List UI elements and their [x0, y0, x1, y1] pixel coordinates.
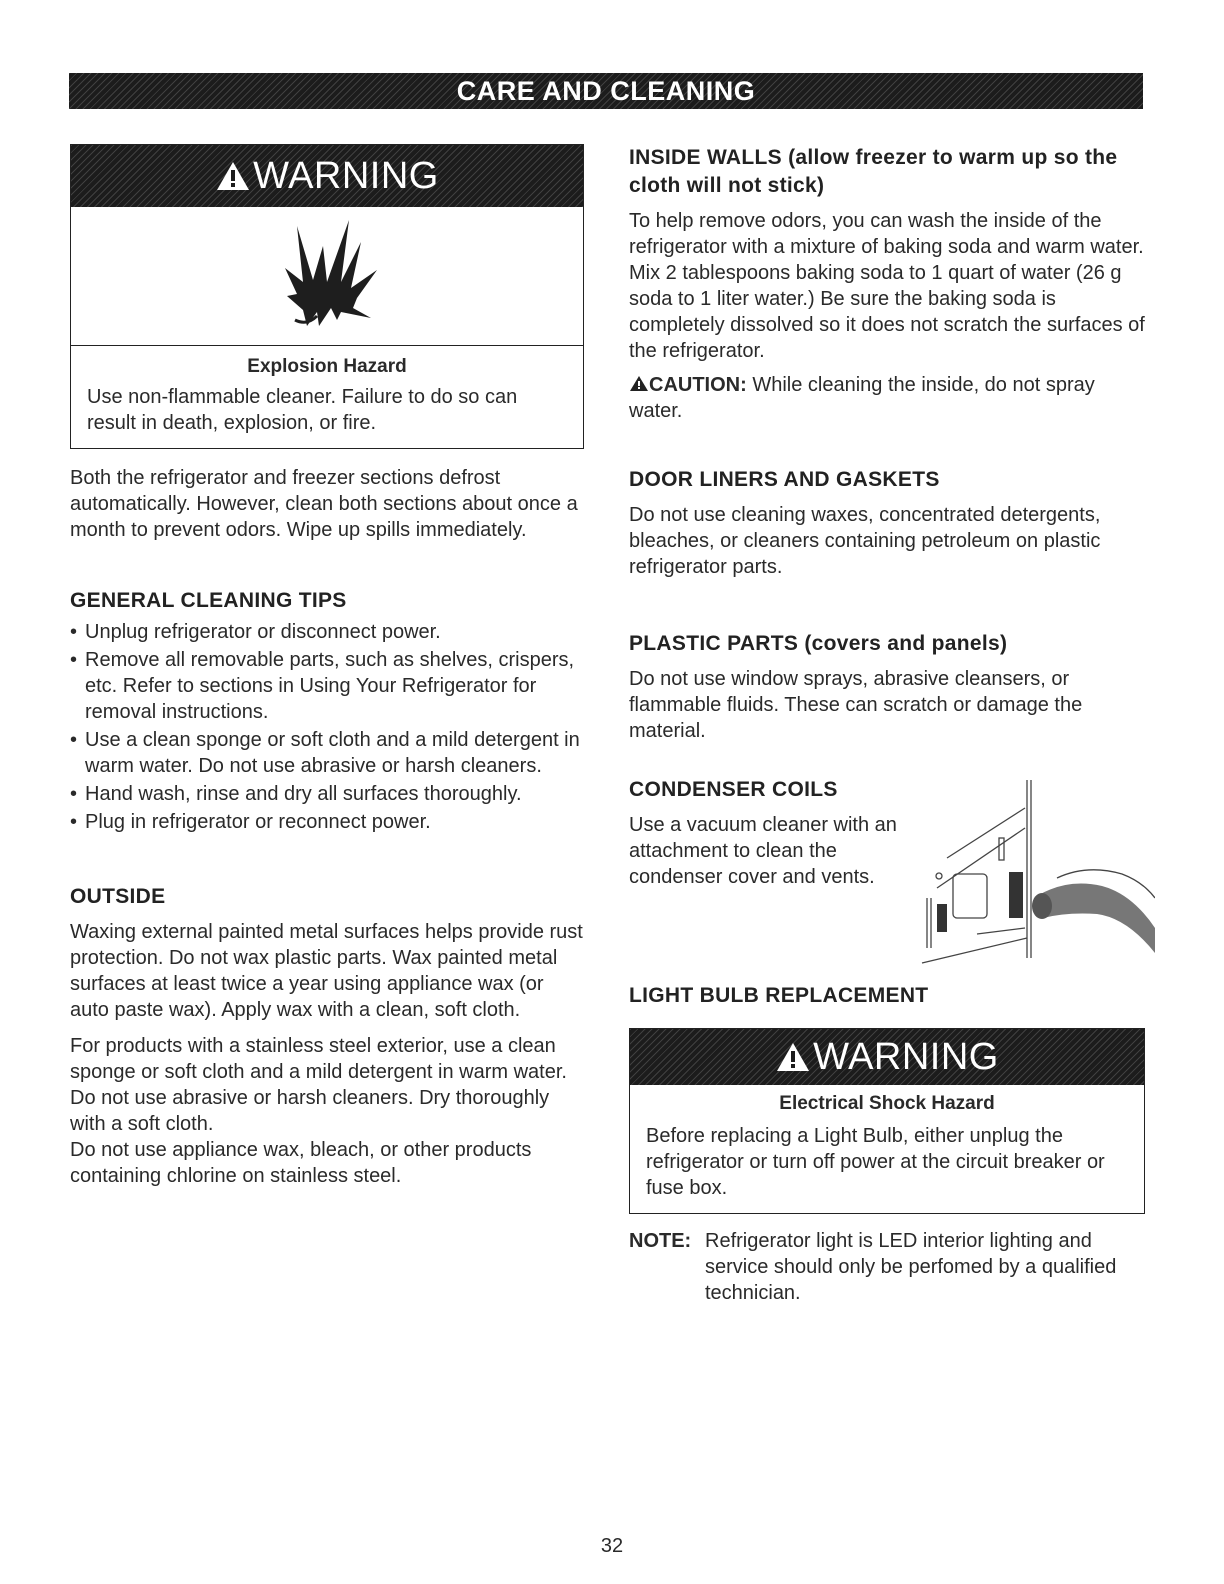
caution-triangle-icon	[629, 375, 649, 392]
list-item: • Remove all removable parts, such as shelves, crispers, etc. Refer to sections in Using Your Refrigerator for removal instructions.	[70, 647, 584, 725]
list-item: • Hand wash, rinse and dry all surfaces thoroughly.	[70, 781, 584, 807]
warning-triangle-icon	[775, 1041, 811, 1073]
warning-header	[71, 145, 583, 207]
banner-title: CARE AND CLEANING	[456, 75, 756, 106]
condenser-coils-heading: CONDENSER COILS	[629, 778, 838, 801]
outside-heading: OUTSIDE	[70, 885, 166, 908]
hazard-label: Explosion Hazard	[247, 356, 407, 377]
note-label: NOTE:	[629, 1230, 692, 1252]
outside-paragraph-3: Do not use appliance wax, bleach, or other products containing chlorine on stainless steel.	[70, 1139, 532, 1187]
door-liners-paragraph: Do not use cleaning waxes, concentrated detergents, bleaches, or cleaners containing petroleum on plastic refrigerator parts.	[629, 504, 1101, 578]
warning-triangle-icon	[215, 160, 251, 192]
explosion-image	[71, 207, 583, 346]
intro-paragraph: Both the refrigerator and freezer sections defrost automatically. However, clean both sections about once a month to prevent odors. Wipe up spills immediately.	[70, 467, 578, 541]
warning-title: WARNING	[813, 1035, 999, 1078]
vacuum-cleaning-illustration	[917, 778, 1155, 968]
page-number: 32	[600, 1535, 624, 1557]
caution-text: While cleaning the inside, do not spray water.	[629, 374, 1095, 422]
inside-walls-heading: INSIDE WALLS (allow freezer to warm up so the cloth will not stick)	[629, 146, 1118, 197]
plastic-parts-heading: PLASTIC PARTS (covers and panels)	[629, 632, 1008, 655]
plastic-parts-paragraph: Do not use window sprays, abrasive cleansers, or flammable fluids. These can scratch or damage the material.	[629, 668, 1083, 742]
note-text: Refrigerator light is LED interior lighting and service should only be perfomed by a qualified technician.	[705, 1230, 1117, 1304]
hazard-label: Electrical Shock Hazard	[779, 1093, 995, 1114]
outside-paragraph-2: For products with a stainless steel exterior, use a clean sponge or soft cloth and a mild detergent in warm water. Do not use abrasive or harsh cleaners. Dry thoroughly with a soft cloth.	[70, 1035, 567, 1135]
warning-text: Use non-flammable cleaner. Failure to do so can result in death, explosion, or fire.	[87, 386, 518, 434]
light-bulb-heading: LIGHT BULB REPLACEMENT	[629, 984, 929, 1007]
list-item: • Plug in refrigerator or reconnect power.	[70, 809, 584, 835]
electrical-warning-box	[629, 1028, 1145, 1214]
section-banner	[69, 73, 1143, 109]
explosion-warning-box	[70, 144, 584, 449]
door-liners-heading: DOOR LINERS AND GASKETS	[629, 468, 940, 491]
condenser-coils-paragraph: Use a vacuum cleaner with an attachment to clean the condenser cover and vents.	[629, 814, 897, 888]
right-column	[629, 144, 1145, 1306]
condenser-section	[629, 778, 1145, 968]
warning-text: Before replacing a Light Bulb, either unplug the refrigerator or turn off power at the circuit breaker or fuse box.	[646, 1125, 1105, 1199]
general-cleaning-list	[70, 619, 584, 835]
outside-paragraph-1: Waxing external painted metal surfaces helps provide rust protection. Do not wax plastic parts. Wax painted metal surfaces at least twice a year using appliance wax (or auto paste wax). Apply wax with a clean, soft cloth.	[70, 921, 583, 1021]
list-item: • Use a clean sponge or soft cloth and a mild detergent in warm water. Do not use abrasive or harsh cleaners.	[70, 727, 584, 779]
warning-title: WARNING	[253, 154, 439, 197]
caution-label: CAUTION:	[649, 374, 747, 396]
note	[629, 1228, 1145, 1306]
warning-header	[630, 1029, 1144, 1085]
explosion-icon	[257, 216, 397, 336]
left-column	[70, 144, 584, 1189]
list-item: • Unplug refrigerator or disconnect power.	[70, 619, 584, 645]
general-cleaning-heading: GENERAL CLEANING TIPS	[70, 589, 347, 612]
caution-note	[629, 372, 1145, 424]
inside-walls-paragraph: To help remove odors, you can wash the inside of the refrigerator with a mixture of baking soda and warm water. Mix 2 tablespoons baking soda to 1 quart of water (26 g soda to 1 liter water.) Be sure the baking soda is completely dissolved so it does not scratch the surfaces of the refrigerator.	[629, 210, 1145, 362]
